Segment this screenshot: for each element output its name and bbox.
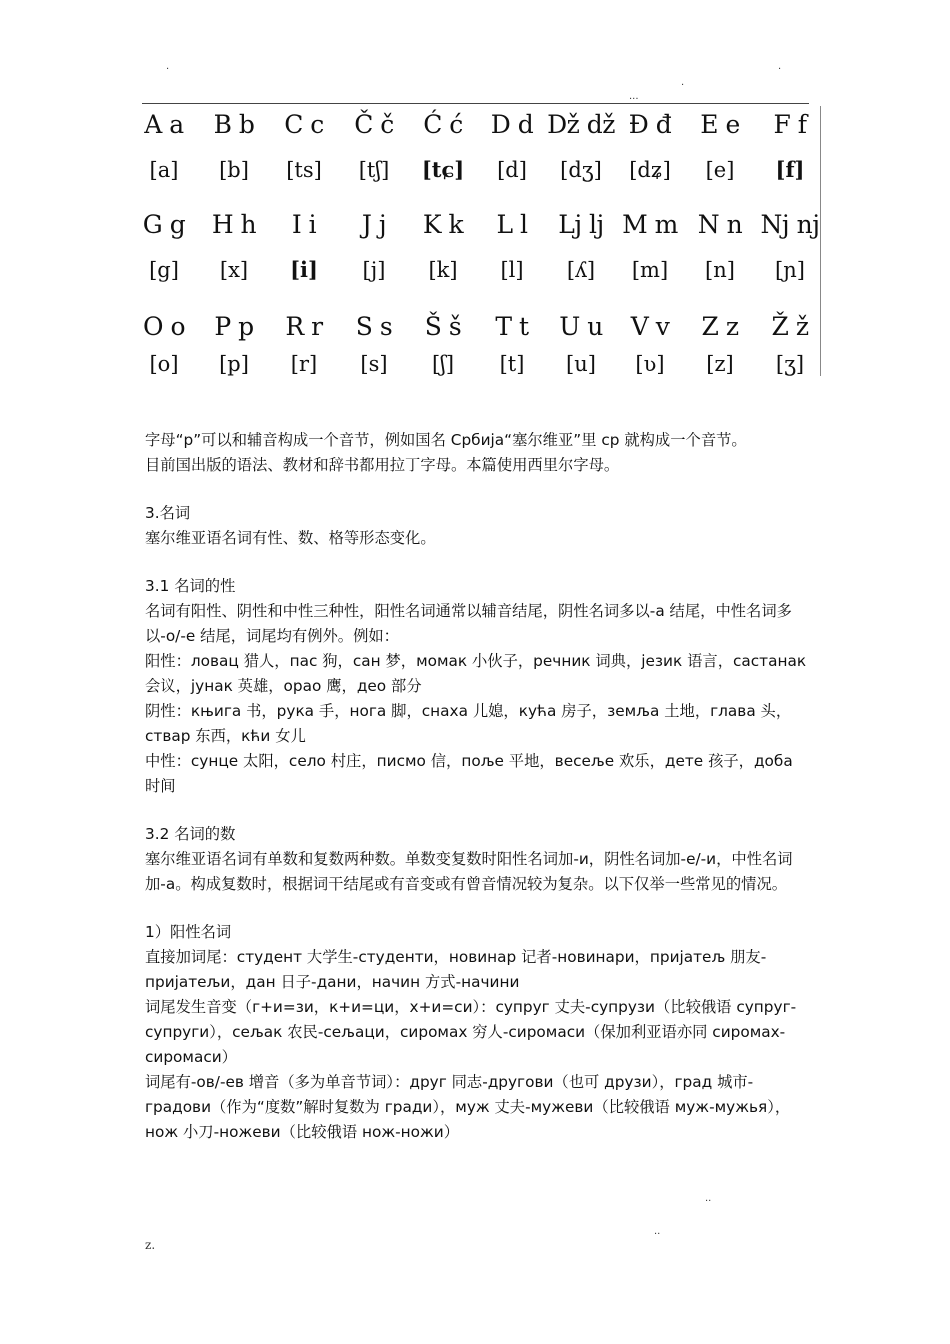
alphabet-letter: Dž dž: [547, 110, 615, 139]
header-mark: .: [778, 61, 782, 72]
alphabet-letter: F f: [773, 110, 807, 139]
alphabet-ipa: [n]: [705, 258, 735, 282]
alphabet-letter: Ž ž: [771, 312, 809, 341]
alphabet-ipa: [k]: [428, 258, 458, 282]
alphabet-letter: M m: [622, 210, 678, 239]
alphabet-ipa: [t]: [499, 352, 525, 376]
document-body: [145, 428, 810, 1145]
footer-mark: z.: [145, 1238, 156, 1252]
alphabet-letter: G g: [142, 210, 186, 239]
alphabet-letter: T t: [495, 312, 529, 341]
alphabet-ipa: [ʒ]: [775, 352, 805, 376]
alphabet-ipa: [tɕ]: [421, 157, 465, 182]
masculine-plural-rule: 直接加词尾：студент 大学生-студенти，новинар 记者-новинари，пријатељ 朋友-пријатељи，дан 日子-дани，начин 方式-начини: [145, 948, 767, 991]
alphabet-letter: P p: [214, 312, 254, 341]
alphabet-letter: J j: [361, 210, 387, 239]
alphabet-letter: Đ đ: [628, 110, 672, 139]
alphabet-letter: Nj nj: [760, 210, 820, 239]
alphabet-ipa: [d]: [497, 158, 527, 182]
alphabet-ipa: [f]: [775, 157, 805, 182]
alphabet-letter: L l: [496, 210, 528, 239]
alphabet-ipa: [p]: [219, 352, 249, 376]
alphabet-ipa: [b]: [219, 158, 249, 182]
alphabet-letter: Š š: [424, 312, 462, 341]
alphabet-ipa: [e]: [705, 158, 735, 182]
alphabet-ipa: [dʒ]: [560, 158, 602, 182]
alphabet-letter: V v: [630, 312, 670, 341]
alphabet-letter: Z z: [701, 312, 739, 341]
alphabet-letter: C c: [284, 110, 324, 139]
section-heading-3-2: 3.2 名词的数: [145, 825, 236, 843]
neuter-examples: 中性：сунце 太阳，село 村庄，писмо 信，поље 平地，весеље 欢乐，дете 孩子，доба 时间: [145, 752, 793, 795]
alphabet-ipa: [x]: [219, 258, 249, 282]
alphabet-ipa: [ʋ]: [635, 352, 665, 376]
alphabet-ipa: [r]: [290, 352, 318, 376]
alphabet-letter: R r: [285, 312, 323, 341]
alphabet-letter: U u: [559, 312, 603, 341]
alphabet-ipa: [i]: [290, 257, 318, 282]
section-text: 塞尔维亚语名词有性、数、格等形态变化。: [145, 529, 436, 547]
alphabet-table: [142, 106, 821, 376]
alphabet-letter: S s: [355, 312, 393, 341]
alphabet-ipa: [ɲ]: [775, 258, 805, 282]
alphabet-letter: Č č: [354, 110, 394, 139]
alphabet-letter: N n: [697, 210, 743, 239]
alphabet-ipa: [dʑ]: [629, 158, 671, 182]
alphabet-ipa: [u]: [566, 352, 596, 376]
alphabet-letter: Lj lj: [558, 210, 604, 239]
masculine-plural-rule: 词尾有-ов/-ев 增音（多为单音节词）：друг 同志-другови（也可 друзи），град 城市-градови（作为“度数”解时复数为 гради），муж 丈夫-мужеви（比较俄语 муж-мужья），нож 小刀-ножеви（比较俄语 нож-ножи）: [145, 1073, 791, 1141]
feminine-examples: 阴性：књига 书，рука 手，нога 脚，снаха 儿媳，кућа 房子，земља 土地，глава 头，ствар 东西，кћи 女儿: [145, 702, 792, 745]
intro-line: 字母“p”可以和辅音构成一个音节，例如国名 Србија“塞尔维亚”里 ср 就构成一个音节。: [145, 431, 747, 449]
section-text: 塞尔维亚语名词有单数和复数两种数。单数变复数时阳性名词加-и，阴性名词加-е/-и，中性名词加-а。构成复数时，根据词干结尾或有音变或有曾音情况较为复杂。以下仅举一些常见的情况。: [145, 850, 793, 893]
alphabet-ipa: [tʃ]: [358, 158, 390, 182]
alphabet-ipa: [ʃ]: [431, 352, 455, 376]
alphabet-letter: A a: [144, 110, 184, 139]
alphabet-ipa: [g]: [149, 258, 179, 282]
subsection-heading-masculine: 1）阳性名词: [145, 923, 232, 941]
alphabet-letter: Ć ć: [423, 110, 463, 139]
alphabet-ipa: [m]: [631, 258, 669, 282]
header-mark: ...: [629, 91, 639, 102]
masculine-plural-rule: 词尾发生音变（г+и=зи，к+и=ци，х+и=си）：супруг 丈夫-супрузи（比较俄语 супруг-супруги），сељак 农民-сељаци，сиромах 穷人-сиромаси（保加利亚语亦同 сиромах-сиромаси）: [145, 998, 797, 1066]
alphabet-ipa: [ts]: [286, 158, 322, 182]
alphabet-ipa: [s]: [360, 352, 388, 376]
alphabet-ipa: [z]: [706, 352, 734, 376]
alphabet-letter: I i: [291, 210, 317, 239]
section-text: 名词有阳性、阴性和中性三种性，阳性名词通常以辅音结尾，阴性名词多以-а 结尾，中性名词多以-о/-е 结尾，词尾均有例外。例如：: [145, 602, 792, 645]
alphabet-ipa: [l]: [500, 258, 524, 282]
alphabet-ipa: [a]: [149, 158, 179, 182]
alphabet-letter: D d: [490, 110, 534, 139]
header-rule: [142, 103, 809, 104]
section-heading-3-1: 3.1 名词的性: [145, 577, 236, 595]
alphabet-ipa: [ʎ]: [566, 258, 596, 282]
alphabet-letter: K k: [422, 210, 464, 239]
footer-mark: ..: [654, 1226, 661, 1237]
footer-mark: ..: [705, 1193, 712, 1204]
alphabet-letter: E e: [700, 110, 740, 139]
alphabet-letter: B b: [213, 110, 255, 139]
alphabet-letter: O o: [143, 312, 185, 341]
masculine-examples: 阳性：ловац 猎人，пас 狗，сан 梦，момак 小伙子，речник 词典，језик 语言，састанак 会议，јунак 英雄，орао 鹰，део 部分: [145, 652, 807, 695]
alphabet-ipa: [o]: [149, 352, 179, 376]
alphabet-ipa: [j]: [362, 258, 386, 282]
intro-line: 目前国出版的语法、教材和辞书都用拉丁字母。本篇使用西里尔字母。: [145, 456, 620, 474]
header-mark: .: [166, 61, 170, 72]
alphabet-letter: H h: [211, 210, 257, 239]
header-mark: .: [681, 77, 685, 88]
section-heading-3: 3.名词: [145, 504, 191, 522]
